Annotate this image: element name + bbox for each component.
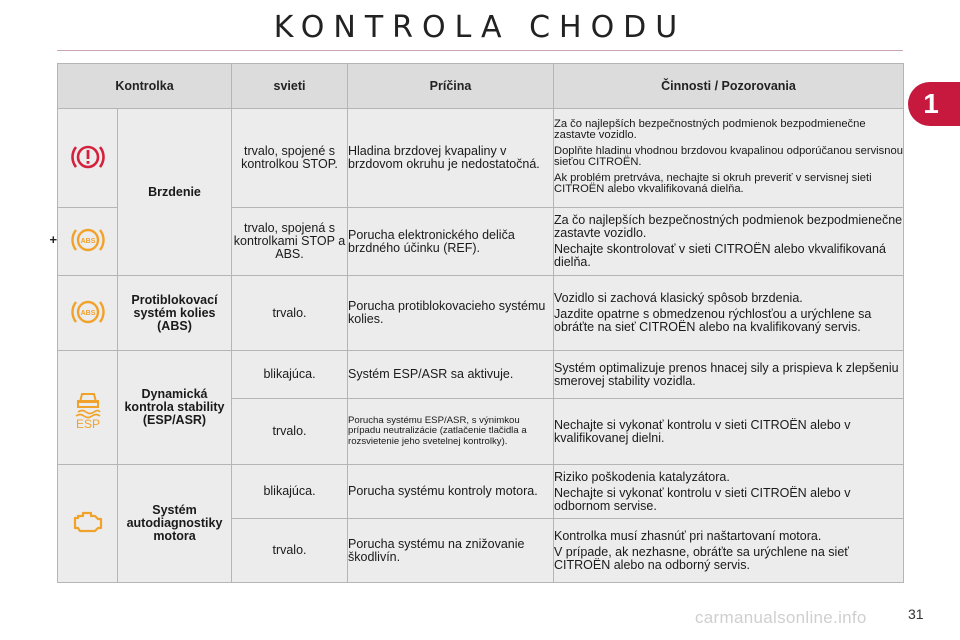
icon-cell (58, 465, 118, 583)
title-divider (57, 50, 903, 51)
state-cell: trvalo. (232, 519, 348, 583)
page-number: 31 (908, 606, 924, 622)
state-cell: trvalo. (232, 276, 348, 351)
system-abs: Protiblokovací systém kolies (ABS) (118, 276, 232, 351)
state-cell: trvalo. (232, 399, 348, 465)
table-row (58, 351, 904, 399)
icon-cell (58, 351, 118, 465)
table-row (58, 109, 904, 208)
svg-text:ABS: ABS (80, 238, 95, 245)
action-text: Nechajte si vykonať kontrolu v sieti CITROËN alebo v kvalifikovanej dielni. (554, 417, 851, 445)
cause-cell: Porucha systému ESP/ASR, s výnimkou prípadu neutralizácie (zatlačenie tlačidla a rozsvietenie jeho svetelnej kontrolky). (348, 399, 554, 465)
system-engine: Systém autodiagnostiky motora (118, 465, 232, 583)
table-header-row (58, 64, 904, 109)
cause-cell: Porucha systému kontroly motora. (348, 465, 554, 519)
header-pricina: Príčina (348, 64, 554, 109)
system-esp: Dynamická kontrola stability (ESP/ASR) (118, 351, 232, 465)
action-text: V prípade, ak nezhasne, obráťte sa urýchlene na sieť CITROËN alebo na odborný servis. (554, 544, 849, 572)
warning-lights-table (49, 63, 904, 583)
engine-icon (70, 508, 106, 536)
header-svieti: svieti (232, 64, 348, 109)
action-text: Vozidlo si zachová klasický spôsob brzdenia. (554, 291, 803, 305)
action-text: Nechajte skontrolovať v sieti CITROËN alebo vkvalifikovaná dielňa. (554, 242, 886, 269)
header-kontrolka: Kontrolka (58, 64, 232, 109)
action-cell (554, 519, 904, 583)
action-text: Doplňte hladinu vhodnou brzdovou kvapalinou odporúčanou servisnou sieťou CITROËN. (554, 144, 903, 168)
header-cinnosti: Činnosti / Pozorovania (554, 64, 904, 109)
icon-cell (49, 208, 118, 276)
icon-cell (58, 276, 118, 351)
watermark: carmanualsonline.info (695, 608, 867, 627)
esp-label: ESP (75, 417, 100, 430)
action-text: Ak problém pretrváva, nechajte si okruh preveriť v servisnej sieti CITROËN alebo vkvalifikovaná dielňa. (554, 171, 872, 195)
state-cell: blikajúca. (232, 351, 348, 399)
abs-icon (70, 297, 106, 327)
action-cell (554, 208, 904, 276)
page-title: KONTROLA CHODU (273, 10, 687, 45)
action-cell (554, 109, 904, 208)
cause-cell: Systém ESP/ASR sa aktivuje. (348, 351, 554, 399)
table-row (58, 465, 904, 519)
cause-cell: Porucha protiblokovacieho systému kolies. (348, 276, 554, 351)
state-cell: trvalo, spojené s kontrolkou STOP. (232, 109, 348, 208)
action-cell (554, 276, 904, 351)
action-text: Kontrolka musí zhasnúť pri naštartovaní motora. (554, 528, 822, 543)
table-row (58, 276, 904, 351)
action-cell (554, 399, 904, 465)
esp-icon (70, 382, 106, 430)
brake-warning-icon (70, 142, 106, 172)
abs-icon (70, 225, 106, 255)
cause-cell: Porucha elektronického deliča brzdného účinku (REF). (348, 208, 554, 276)
icon-cell (58, 109, 118, 208)
action-text: Jazdite opatrne s obmedzenou rýchlosťou a urýchlene sa obráťte na sieť CITROËN alebo na kvalifikovaný servis. (554, 307, 872, 334)
action-text: Nechajte si vykonať kontrolu v sieti CITROËN alebo v odbornom servise. (554, 485, 851, 513)
state-cell: trvalo, spojená s kontrolkami STOP a ABS. (232, 208, 348, 276)
action-text: Systém optimalizuje prenos hnacej sily a prispieva k zlepšeniu smerovej stability vozidla. (554, 360, 899, 388)
chapter-tab: 1 (908, 82, 960, 126)
svg-text:ABS: ABS (80, 309, 95, 317)
action-cell (554, 351, 904, 399)
plus-sign: + (49, 232, 58, 247)
action-text: Riziko poškodenia katalyzátora. (554, 469, 730, 484)
cause-cell: Porucha systému na znižovanie škodlivín. (348, 519, 554, 583)
action-text: Za čo najlepších bezpečnostných podmienok bezpodmienečne zastavte vozidlo. (554, 213, 903, 240)
system-brzdenie: Brzdenie (118, 109, 232, 276)
action-cell (554, 465, 904, 519)
action-text: Za čo najlepších bezpečnostných podmienok bezpodmienečne zastavte vozidlo. (554, 117, 866, 141)
cause-cell: Hladina brzdovej kvapaliny v brzdovom okruhu je nedostatočná. (348, 109, 554, 208)
state-cell: blikajúca. (232, 465, 348, 519)
